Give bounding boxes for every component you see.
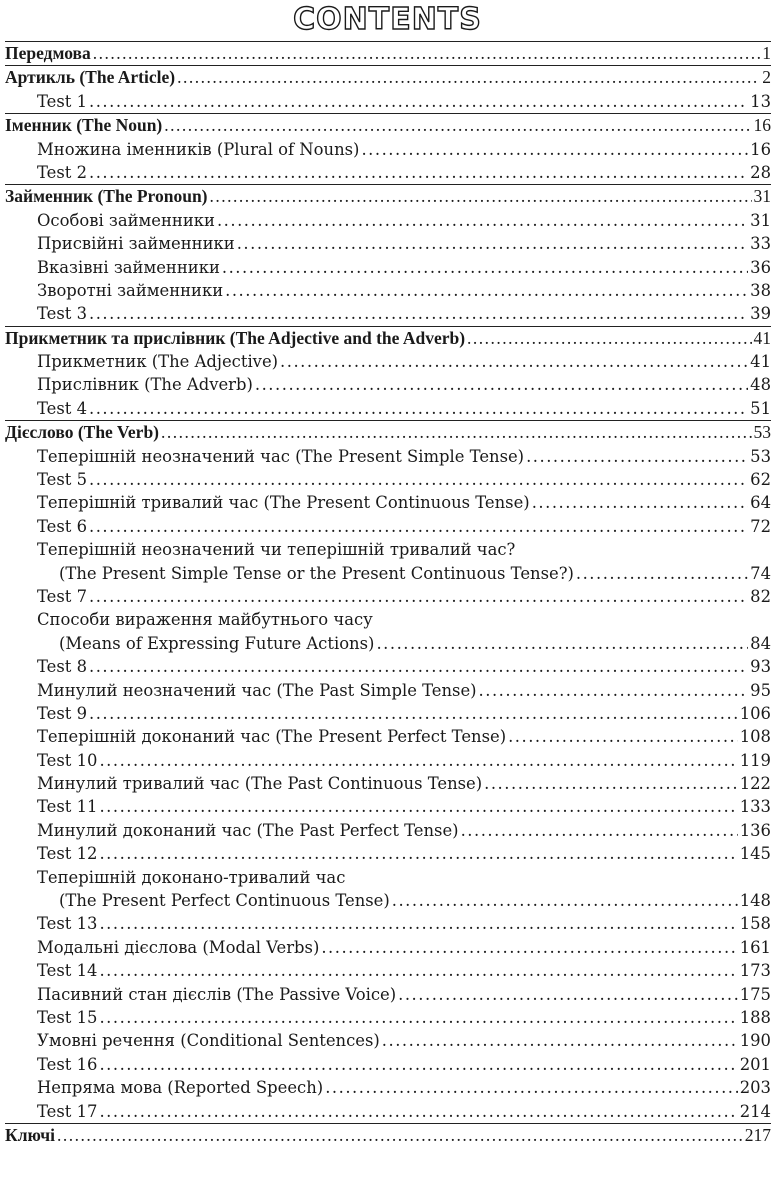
toc-multiline-entry[interactable]	[5, 608, 771, 655]
toc-chapter-entry[interactable]	[5, 1124, 771, 1147]
toc-subentry[interactable]	[5, 749, 771, 772]
toc-entry-title: Передмова	[5, 42, 91, 63]
toc-page-number: 31	[750, 210, 771, 230]
dot-leader	[382, 1029, 738, 1052]
dot-leader	[222, 256, 748, 279]
dot-leader	[255, 373, 748, 396]
toc-page-number: 148	[739, 891, 771, 911]
toc-entry-title: Test 9	[37, 703, 87, 723]
toc-subentry[interactable]	[5, 491, 771, 514]
toc-section	[5, 184, 771, 325]
toc-page-number: 84	[750, 633, 771, 653]
toc-page-number: 31	[753, 186, 771, 207]
toc-entry-title: Особові займенники	[37, 210, 215, 230]
toc-page-number: 158	[739, 914, 771, 934]
dot-leader	[164, 114, 751, 137]
toc-subentry[interactable]	[5, 302, 771, 325]
toc-entry-title: (The Present Simple Tense or the Present Continuous Tense?)	[59, 563, 574, 583]
toc-entry-title: Минулий доконаний час (The Past Perfect Tense)	[37, 820, 459, 840]
toc-subentry[interactable]	[5, 655, 771, 678]
toc-entry-title: Test 15	[37, 1008, 98, 1027]
dot-leader	[280, 350, 748, 373]
toc-page-number: 16	[753, 115, 771, 136]
dot-leader	[99, 1100, 737, 1123]
toc-entry-title: Test 17	[37, 1101, 98, 1121]
toc-section	[5, 65, 771, 113]
toc-page-number: 203	[739, 1078, 771, 1098]
toc-subentry[interactable]	[5, 138, 771, 161]
toc-subentry[interactable]	[5, 515, 771, 538]
dot-leader	[376, 632, 748, 655]
toc-subentry	[5, 562, 771, 585]
dot-leader	[508, 725, 738, 748]
toc-subentry[interactable]	[5, 983, 771, 1006]
toc-subentry[interactable]	[5, 1029, 771, 1052]
dot-leader	[99, 959, 737, 982]
toc-page-number: 41	[750, 352, 771, 372]
toc-chapter-entry[interactable]	[5, 66, 771, 89]
toc-entry-title: Множина іменників (Plural of Nouns)	[37, 139, 360, 159]
dot-leader	[398, 983, 738, 1006]
toc-subentry[interactable]	[5, 1053, 771, 1076]
toc-page-number: 16	[750, 139, 771, 159]
toc-page-number: 51	[750, 398, 771, 418]
toc-page-number: 106	[739, 703, 771, 723]
toc-subentry	[5, 889, 771, 912]
dot-leader	[361, 138, 748, 161]
dot-leader	[484, 772, 738, 795]
toc-entry-title: Присвійні займенники	[37, 234, 235, 254]
toc-entry-title: Test 12	[37, 844, 98, 864]
dot-leader	[99, 842, 737, 865]
toc-entry-title: Модальні дієслова (Modal Verbs)	[37, 937, 320, 957]
dot-leader	[177, 66, 760, 89]
toc-page-number: 108	[739, 727, 771, 747]
dot-leader	[99, 912, 737, 935]
toc-page-number: 13	[750, 91, 771, 111]
dot-leader	[89, 468, 748, 491]
dot-leader	[89, 90, 748, 113]
toc-section	[5, 1123, 771, 1147]
toc-entry-title: Test 11	[37, 797, 98, 817]
toc-page-number: 214	[739, 1101, 771, 1121]
toc-subentry[interactable]	[5, 936, 771, 959]
toc-subentry[interactable]	[5, 161, 771, 184]
dot-leader	[93, 42, 761, 65]
toc-page-number: 173	[739, 961, 771, 981]
toc-section	[5, 420, 771, 1123]
dot-leader	[161, 421, 751, 444]
toc-entry-title: Теперішній доконаний час (The Present Perfect Tense)	[37, 727, 507, 747]
toc-entry-title: Test 2	[37, 162, 87, 182]
toc-entry-title: Умовні речення (Conditional Sentences)	[37, 1031, 380, 1051]
toc-entry-title: Займенник (The Pronoun)	[5, 186, 208, 207]
toc-entry-title: Test 4	[37, 398, 87, 418]
dot-leader	[89, 655, 748, 678]
dot-leader	[99, 795, 737, 818]
dot-leader	[89, 702, 738, 725]
toc-subentry[interactable]	[5, 702, 771, 725]
toc-page-number: 33	[750, 234, 771, 254]
toc-entry-title: Прислівник (The Adverb)	[37, 375, 253, 395]
toc-entry-title-line1: Теперішній доконано-тривалий час	[37, 867, 346, 887]
toc-page-number: 1	[762, 42, 771, 63]
toc-entry-title: Test 3	[37, 304, 87, 324]
toc-subentry[interactable]	[5, 468, 771, 491]
toc-entry-title: Test 13	[37, 914, 98, 934]
toc-page-number: 122	[739, 774, 771, 794]
toc-chapter-entry[interactable]	[5, 327, 771, 350]
toc-entry-title: Дієслово (The Verb)	[5, 422, 160, 443]
toc-multiline-entry[interactable]	[5, 538, 771, 585]
toc-subentry[interactable]	[5, 256, 771, 279]
toc-entry-title: Вказівні займенники	[37, 257, 220, 277]
toc-page-number: 95	[750, 680, 771, 700]
toc-entry-title-line1: Способи вираження майбутнього часу	[37, 610, 373, 630]
toc-page-number: 188	[739, 1008, 771, 1027]
toc-subentry[interactable]	[5, 1100, 771, 1123]
toc-subentry[interactable]	[5, 90, 771, 113]
toc-page-number: 175	[739, 984, 771, 1004]
toc-entry-title: Test 8	[37, 657, 87, 677]
toc-entry-title: Test 16	[37, 1054, 98, 1074]
toc-subentry[interactable]	[5, 796, 771, 819]
toc-entry-title: (The Present Perfect Continuous Tense)	[59, 891, 390, 911]
toc-page-number: 119	[739, 750, 771, 770]
dot-leader	[325, 1076, 738, 1099]
toc-page-number: 133	[739, 797, 771, 817]
toc-entry-title: Минулий неозначений час (The Past Simple Tense)	[37, 680, 477, 700]
dot-leader	[89, 302, 748, 325]
toc-entry-title: (Means of Expressing Future Actions)	[59, 633, 375, 653]
toc-chapter-entry[interactable]	[5, 42, 771, 65]
dot-leader	[392, 889, 738, 912]
dot-leader	[479, 679, 749, 702]
toc-section	[5, 326, 771, 421]
dot-leader	[89, 161, 748, 184]
toc-subentry[interactable]	[5, 912, 771, 935]
toc-subentry[interactable]	[5, 445, 771, 468]
toc-entry-title: Теперішній неозначений час (The Present Simple Tense)	[37, 446, 525, 466]
toc-page-number: 41	[753, 327, 771, 348]
dot-leader	[89, 515, 748, 538]
toc-subentry[interactable]	[5, 350, 771, 373]
dot-leader	[99, 749, 737, 772]
toc-page-number: 53	[750, 446, 771, 466]
dot-leader	[89, 585, 748, 608]
dot-leader	[210, 185, 752, 208]
toc-page-number: 38	[750, 280, 771, 300]
toc-subentry[interactable]	[5, 585, 771, 608]
toc-entry-title: Test 5	[37, 470, 87, 490]
toc-subentry[interactable]	[5, 819, 771, 842]
toc-entry-title: Прикметник (The Adjective)	[37, 352, 279, 372]
toc-subentry[interactable]	[5, 959, 771, 982]
table-of-contents	[5, 41, 771, 1147]
toc-entry-title: Прикметник та прислівник (The Adjective and the Adverb)	[5, 327, 466, 348]
toc-page-number: 53	[753, 422, 771, 443]
toc-entry-title: Ключі	[5, 1124, 55, 1145]
toc-section	[5, 41, 771, 65]
dot-leader	[321, 936, 737, 959]
toc-chapter-entry[interactable]	[5, 185, 771, 208]
toc-entry-title: Test 1	[37, 91, 87, 111]
toc-page-number: 36	[750, 257, 771, 277]
toc-page-number: 93	[750, 657, 771, 677]
dot-leader	[99, 1006, 737, 1029]
toc-entry-title: Test 6	[37, 516, 87, 536]
dot-leader	[461, 819, 738, 842]
toc-subentry[interactable]	[5, 679, 771, 702]
toc-multiline-entry[interactable]	[5, 866, 771, 913]
toc-page-number: 201	[739, 1054, 771, 1074]
dot-leader	[225, 279, 748, 302]
toc-subentry[interactable]	[5, 842, 771, 865]
toc-page-number: 136	[739, 820, 771, 840]
toc-entry-title: Непряма мова (Reported Speech)	[37, 1078, 324, 1098]
toc-page-number: 74	[750, 563, 771, 583]
toc-page-number: 145	[739, 844, 771, 864]
toc-entry-title: Test 10	[37, 750, 98, 770]
toc-page-number: 39	[750, 304, 771, 324]
toc-subentry[interactable]	[5, 232, 771, 255]
toc-entry-title: Зворотні займенники	[37, 280, 224, 300]
toc-page-number: 48	[750, 375, 771, 395]
toc-subentry[interactable]	[5, 397, 771, 420]
toc-subentry[interactable]	[5, 373, 771, 396]
page-title: CONTENTS	[293, 2, 482, 37]
toc-section	[5, 113, 771, 184]
toc-page-number: 2	[762, 67, 771, 88]
toc-subentry[interactable]	[5, 772, 771, 795]
dot-leader	[217, 209, 748, 232]
toc-subentry[interactable]	[5, 209, 771, 232]
toc-entry-title-line1: Теперішній неозначений чи теперішній тривалий час?	[37, 540, 516, 560]
toc-subentry[interactable]	[5, 1076, 771, 1099]
dot-leader	[467, 327, 751, 350]
dot-leader	[526, 445, 748, 468]
toc-page-number: 217	[744, 1124, 771, 1145]
toc-page-number: 82	[750, 586, 771, 606]
toc-entry-title: Минулий тривалий час (The Past Continuous Tense)	[37, 774, 483, 794]
toc-page-number: 64	[750, 493, 771, 513]
toc-subentry[interactable]	[5, 725, 771, 748]
toc-entry-title: Пасивний стан дієслів (The Passive Voice)	[37, 984, 397, 1004]
dot-leader	[237, 232, 748, 255]
toc-chapter-entry[interactable]	[5, 421, 771, 444]
toc-entry-title: Іменник (The Noun)	[5, 115, 163, 136]
toc-subentry[interactable]	[5, 279, 771, 302]
toc-entry-title: Теперішній тривалий час (The Present Continuous Tense)	[37, 493, 530, 513]
dot-leader	[57, 1124, 743, 1147]
toc-page-number: 28	[750, 162, 771, 182]
toc-page-number: 161	[739, 937, 771, 957]
toc-page-number: 62	[750, 470, 771, 490]
toc-chapter-entry[interactable]	[5, 114, 771, 137]
toc-entry-title: Артикль (The Article)	[5, 67, 176, 88]
toc-entry-title: Test 14	[37, 961, 98, 981]
dot-leader	[532, 491, 748, 514]
dot-leader	[89, 397, 748, 420]
toc-entry-title: Test 7	[37, 586, 87, 606]
toc-page-number: 72	[750, 516, 771, 536]
toc-page-number: 190	[739, 1031, 771, 1051]
toc-subentry	[5, 632, 771, 655]
toc-subentry[interactable]	[5, 1006, 771, 1029]
dot-leader	[576, 562, 748, 585]
dot-leader	[99, 1053, 737, 1076]
